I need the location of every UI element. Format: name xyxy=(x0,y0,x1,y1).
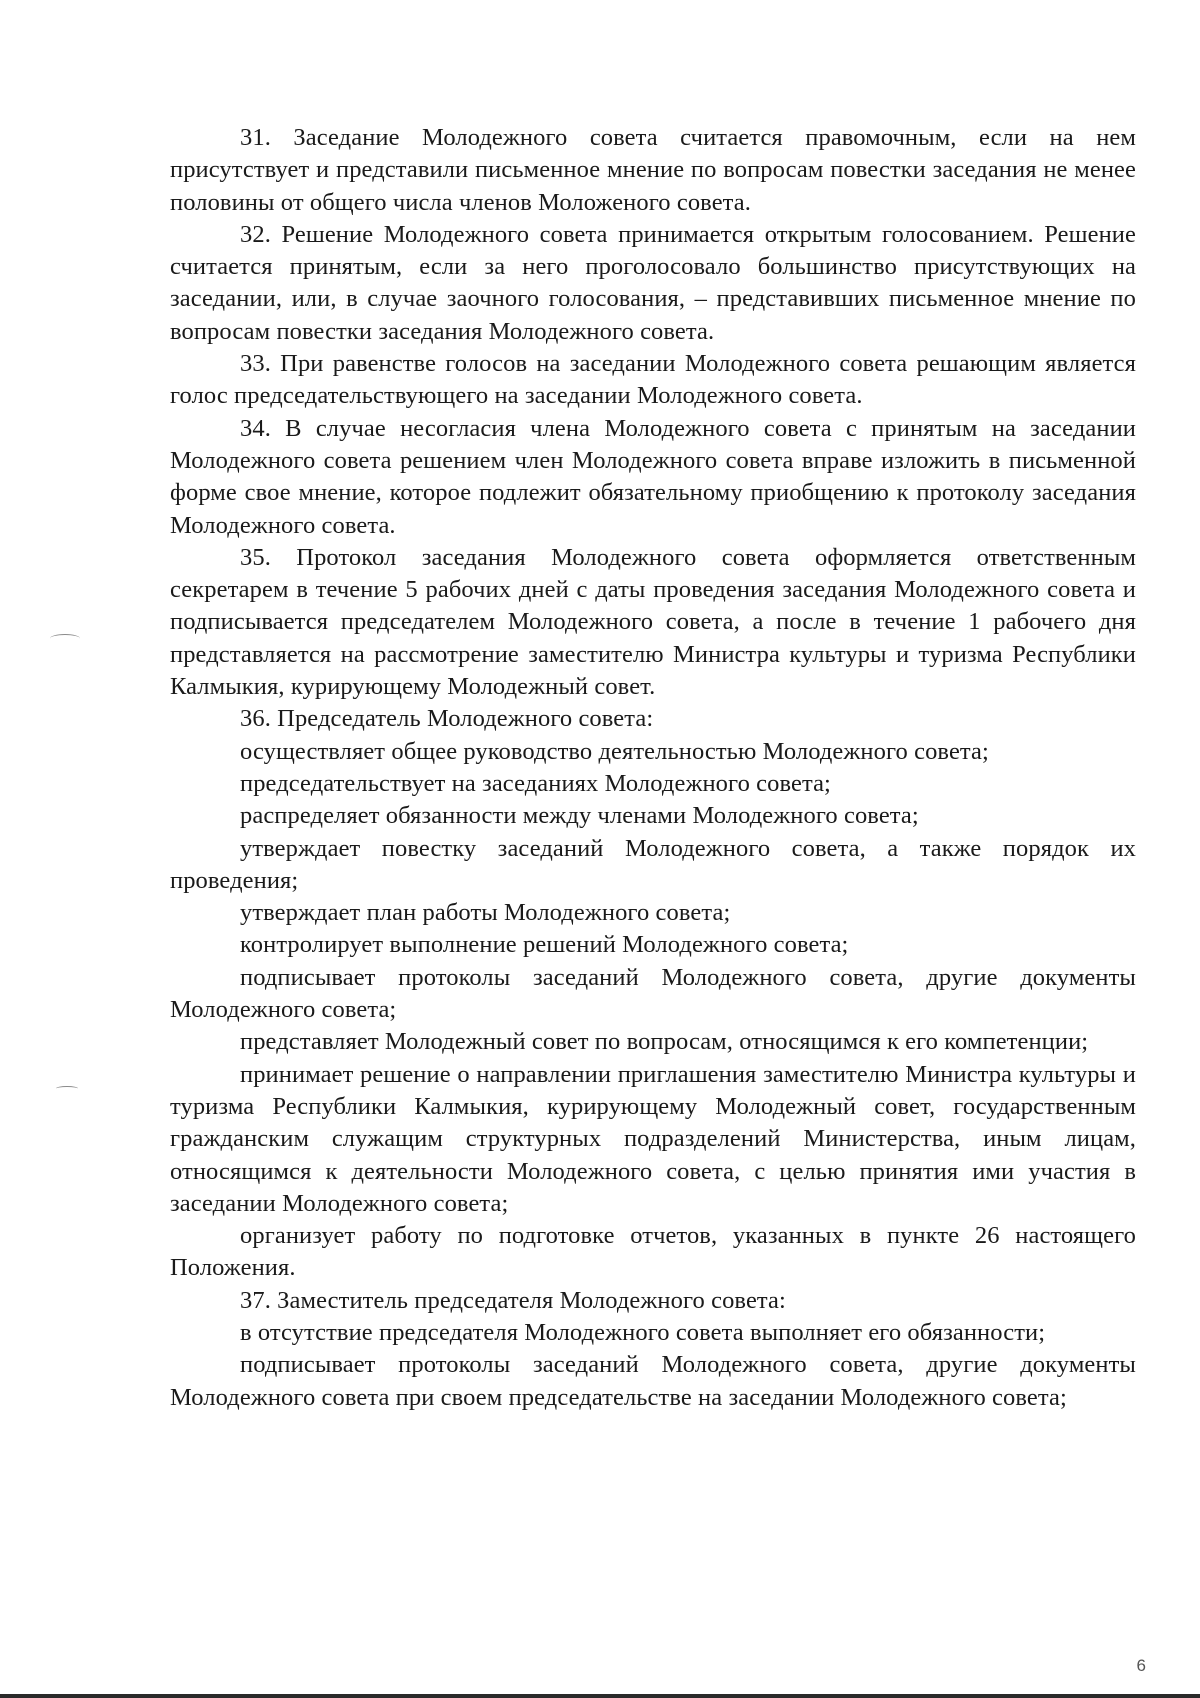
paragraph-36-heading: 36. Председатель Молодежного совета: xyxy=(240,705,654,733)
list-item: принимает решение о направлении приглашения заместителю Министра культуры и туризма Республики Калмыкия, курирующему Молодежный совет, государственным гражданским служащим структурных подразделений Министерства, иным лицам, относящимся к деятельности Молодежного совета, с целью принятия ими участия в заседании Молодежного совета; xyxy=(170,1060,1136,1217)
scan-artifact xyxy=(50,634,80,643)
paragraph-37-heading: 37. Заместитель председателя Молодежного совета: xyxy=(240,1286,786,1314)
paragraph-34: 34. В случае несогласия члена Молодежного совета с принятым на заседании Молодежного совета решением член Молодежного совета вправе изложить в письменной форме свое мнение, которое подлежит обязательному приобщению к протоколу заседания Молодежного совета. xyxy=(170,414,1136,539)
paragraph-33: 33. При равенстве голосов на заседании Молодежного совета решающим является голос председательствующего на заседании Молодежного совета. xyxy=(170,350,1136,410)
paragraph-35: 35. Протокол заседания Молодежного совета оформляется ответственным секретарем в течение 5 рабочих дней с даты проведения заседания Молодежного совета и подписывается председателем Молодежного совета, а после в течение 1 рабочего дня представляется на рассмотрение заместителю Министра культуры и туризма Республики Калмыкия, курирующему Молодежный совет. xyxy=(170,543,1136,701)
scan-artifact xyxy=(56,1086,78,1091)
list-item: осуществляет общее руководство деятельностью Молодежного совета; xyxy=(240,737,989,765)
list-item: председательствует на заседаниях Молодежного совета; xyxy=(240,769,831,797)
list-item: подписывает протоколы заседаний Молодежного совета, другие документы Молодежного совета при своем председательстве на заседании Молодежного совета; xyxy=(170,1351,1136,1411)
list-item: представляет Молодежный совет по вопросам, относящимся к его компетенции; xyxy=(240,1028,1089,1056)
document-body xyxy=(170,122,1136,1414)
list-item: утверждает план работы Молодежного совета; xyxy=(240,899,731,927)
paragraph-31: 31. Заседание Молодежного совета считается правомочным, если на нем присутствует и представили письменное мнение по вопросам повестки заседания не менее половины от общего числа членов Моложеного совета. xyxy=(170,124,1136,216)
page-number: 6 xyxy=(1136,1656,1146,1675)
list-item: организует работу по подготовке отчетов, указанных в пункте 26 настоящего Положения. xyxy=(170,1222,1136,1282)
list-item: контролирует выполнение решений Молодежного совета; xyxy=(240,931,849,959)
list-item: утверждает повестку заседаний Молодежного совета, а также порядок их проведения; xyxy=(170,834,1136,894)
paragraph-32: 32. Решение Молодежного совета принимается открытым голосованием. Решение считается принятым, если за него проголосовало большинство присутствующих на заседании, или, в случае заочного голосования, – представивших письменное мнение по вопросам повестки заседания Молодежного совета. xyxy=(170,220,1136,345)
list-item: распределяет обязанности между членами Молодежного совета; xyxy=(240,802,919,830)
page-bottom-edge xyxy=(0,1694,1200,1698)
list-item: подписывает протоколы заседаний Молодежного совета, другие документы Молодежного совета; xyxy=(170,963,1136,1024)
list-item: в отсутствие председателя Молодежного совета выполняет его обязанности; xyxy=(240,1318,1046,1346)
